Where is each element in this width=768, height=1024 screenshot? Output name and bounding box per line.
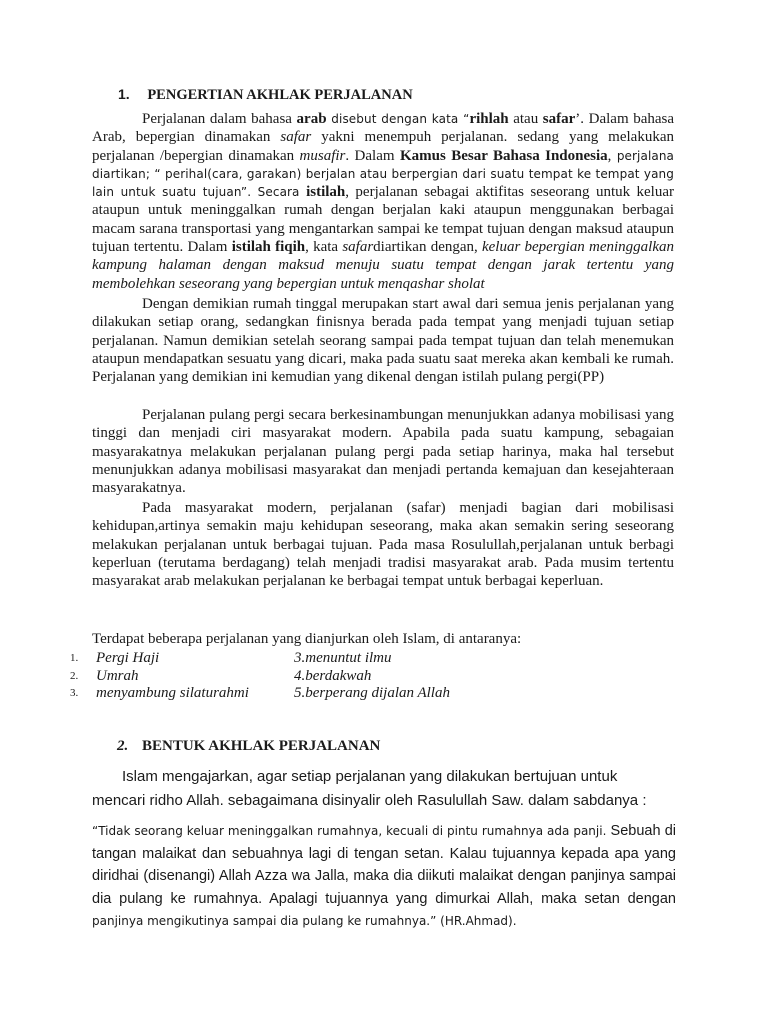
text-run: safar <box>280 129 312 146</box>
hadith-quote <box>92 820 676 933</box>
text-run: istilah fiqih <box>231 239 306 256</box>
list-item-left: Umrah <box>96 667 139 684</box>
text-run: , <box>607 147 617 164</box>
text-run: keluar bepergian meninggalkan kampung halaman dengan maksud menuju suatu tempat dengan jarak tertentu yang membolehkan seseorang yang bepergian untuk menqashar sholat <box>92 239 674 292</box>
text-run: arab <box>296 111 327 127</box>
text-run: perjalana diartikan; “ perihal(cara, garakan) berjalan atau berpergian dari suatu tempat ke tempat yang lain untuk suatu tujuan”. Secara <box>92 148 674 200</box>
text-run: “Tidak seorang keluar meninggalkan rumahnya, kecuali di pintu rumahnya ada panji. <box>92 824 607 838</box>
section-1-paragraph-4: Pada masyarakat modern, perjalanan (safar) menjadi bagian dari mobilisasi kehidupan,artinya semakin maju kehidupan seseorang, maka akan semakin sering seseorang melakukan perjalanan untuk berbagai tujuan. Pada masa Rosulullah,perjalanan untuk berbagi keperluan (terutama berdagang) telah menjadi tradisi masyarakat arab. Pada musim tertentu masyarakat arab melakukan perjalanan ke berbagai tempat untuk berbagai keperluan. <box>92 500 674 590</box>
list-item-number: 1. <box>70 652 79 664</box>
section-2-number: 2. <box>117 738 129 754</box>
section-1-number: 1. <box>118 86 130 102</box>
text-run: , kata <box>305 239 343 256</box>
text-run: istilah <box>306 184 346 201</box>
text-run: musafir <box>299 147 346 164</box>
section-1-paragraph-1 <box>92 110 674 293</box>
section-2-paragraph-1: Islam mengajarkan, agar setiap perjalanan yang dilakukan bertujuan untuk mencari ridho Allah. sebagaimana disinyalir oleh Rasulullah Saw. dalam sabdanya : <box>92 768 647 809</box>
list-item <box>68 685 588 703</box>
text-run: rihlah <box>469 111 509 127</box>
list-item <box>68 668 588 686</box>
list-item <box>68 650 588 668</box>
section-2-title: BENTUK AKHLAK PERJALANAN <box>142 738 381 754</box>
text-run: . Dalam <box>345 147 400 164</box>
list-item-left: Pergi Haji <box>96 650 160 666</box>
section-1-title: PENGERTIAN AKHLAK PERJALANAN <box>147 87 413 103</box>
text-run: Sebuah di tangan malaikat dan sebuahnya lagi di tengan setan. Kalau tujuannya kepada apa yang diridhai (disenangi) Allah Azza wa Jalla, maka dia diikuti malaikat dengan panjinya sampai dia pulang ke rumahnya. Apalagi tujuannya yang dimurkai Allah, maka setan dengan <box>92 823 676 907</box>
section-1-paragraph-3: Perjalanan pulang pergi secara berkesinambungan menunjukkan adanya mobilisasi yang tinggi dan menjadi ciri masyarakat modern. Apabila pada suatu kampung, sebagaian masyarakatnya melakukan perjalanan pulang pergi pada setiap harinya, maka hal tersebut menunjukkan adanya mobilisasi masyarakat dan menjadi pertanda kemajuan dan kesejahteraan masyarakatnya. <box>92 407 674 497</box>
section-1-paragraph-2: Dengan demikian rumah tinggal merupakan start awal dari semua jenis perjalanan yang dilakukan setiap orang, sedangkan finisnya berada pada tempat yang menjadi tujuan setiap perjalanan. Namun demikian setelah seorang sampai pada tempat tujuan dan telah menemukan ataupun mendapatkan sesuatu yang dicari, maka pada suatu saat mereka akan kembali ke rumah. Perjalanan yang demikian ini kemudian yang dikenal dengan istilah pulang pergi(PP) <box>92 296 674 386</box>
list-item-number: 2. <box>70 669 79 682</box>
text-run: ’. Dalam bahasa Arab, bepergian dinamakan <box>92 111 675 146</box>
text-run: atau <box>508 111 543 127</box>
list-item-right: 4.berdakwah <box>294 667 372 684</box>
text-run: diartikan dengan, <box>373 239 482 256</box>
text-run: panjinya mengikutinya sampai dia pulang ke rumahnya.” (HR.Ahmad). <box>92 914 517 928</box>
list-item-left: menyambung silaturahmi <box>96 685 249 701</box>
text-run: yakni menempuh perjalanan. sedang yang melakukan perjalanan /bepergian dinamakan <box>92 129 674 164</box>
list-item-number: 3. <box>70 687 79 699</box>
text-run: Kamus Besar Bahasa Indonesia <box>399 147 608 164</box>
text-run: safar <box>542 111 576 127</box>
text-run: safar <box>342 239 374 256</box>
list-item-right: 3.menuntut ilmu <box>294 650 392 666</box>
text-run: , perjalanan sebagai aktifitas seseorang untuk keluar ataupun untuk meninggalkan rumah dengan berjalan kaki ataupun menggunakan berbagai macam sarana transportasi yang mengantarkan sampai ke tempat tujuan dengan maksud ataupun tujuan tertentu. Dalam <box>92 184 674 256</box>
section-2-heading <box>117 738 380 755</box>
section-1-heading <box>118 86 413 104</box>
list-intro: Terdapat beberapa perjalanan yang dianjurkan oleh Islam, di antaranya: <box>92 631 522 647</box>
text-run: Perjalanan dalam bahasa <box>142 111 297 127</box>
text-run: disebut dengan kata “ <box>326 112 470 126</box>
recommended-journeys-list <box>68 650 588 703</box>
list-item-right: 5.berperang dijalan Allah <box>294 685 450 701</box>
